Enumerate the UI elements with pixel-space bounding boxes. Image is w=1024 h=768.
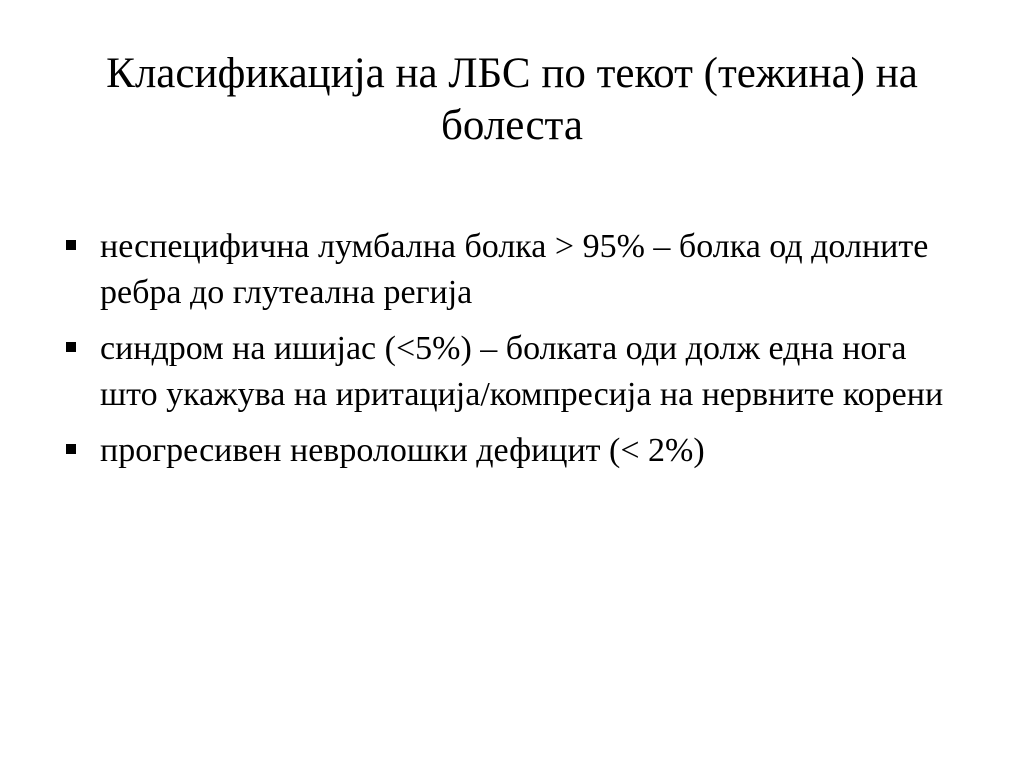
bullet-item [60, 326, 960, 418]
square-bullet-icon [66, 240, 76, 250]
bullet-text: неспецифична лумбална болка > 95% – болка од долните ребра до глутеална регија [100, 228, 929, 311]
bullet-text: прогресивен невролошки дефицит (< 2%) [100, 432, 705, 469]
square-bullet-icon [66, 342, 76, 352]
bullet-item [60, 428, 960, 474]
square-bullet-icon [66, 444, 76, 454]
bullet-text: синдром на ишијас (<5%) – болката оди долж една нога што укажува на иритација/компресија на нервните корени [100, 330, 944, 413]
slide-title: Класификација на ЛБС по текот (тежина) на болеста [106, 50, 918, 149]
bullet-item [60, 224, 960, 316]
bullet-list [60, 224, 960, 484]
